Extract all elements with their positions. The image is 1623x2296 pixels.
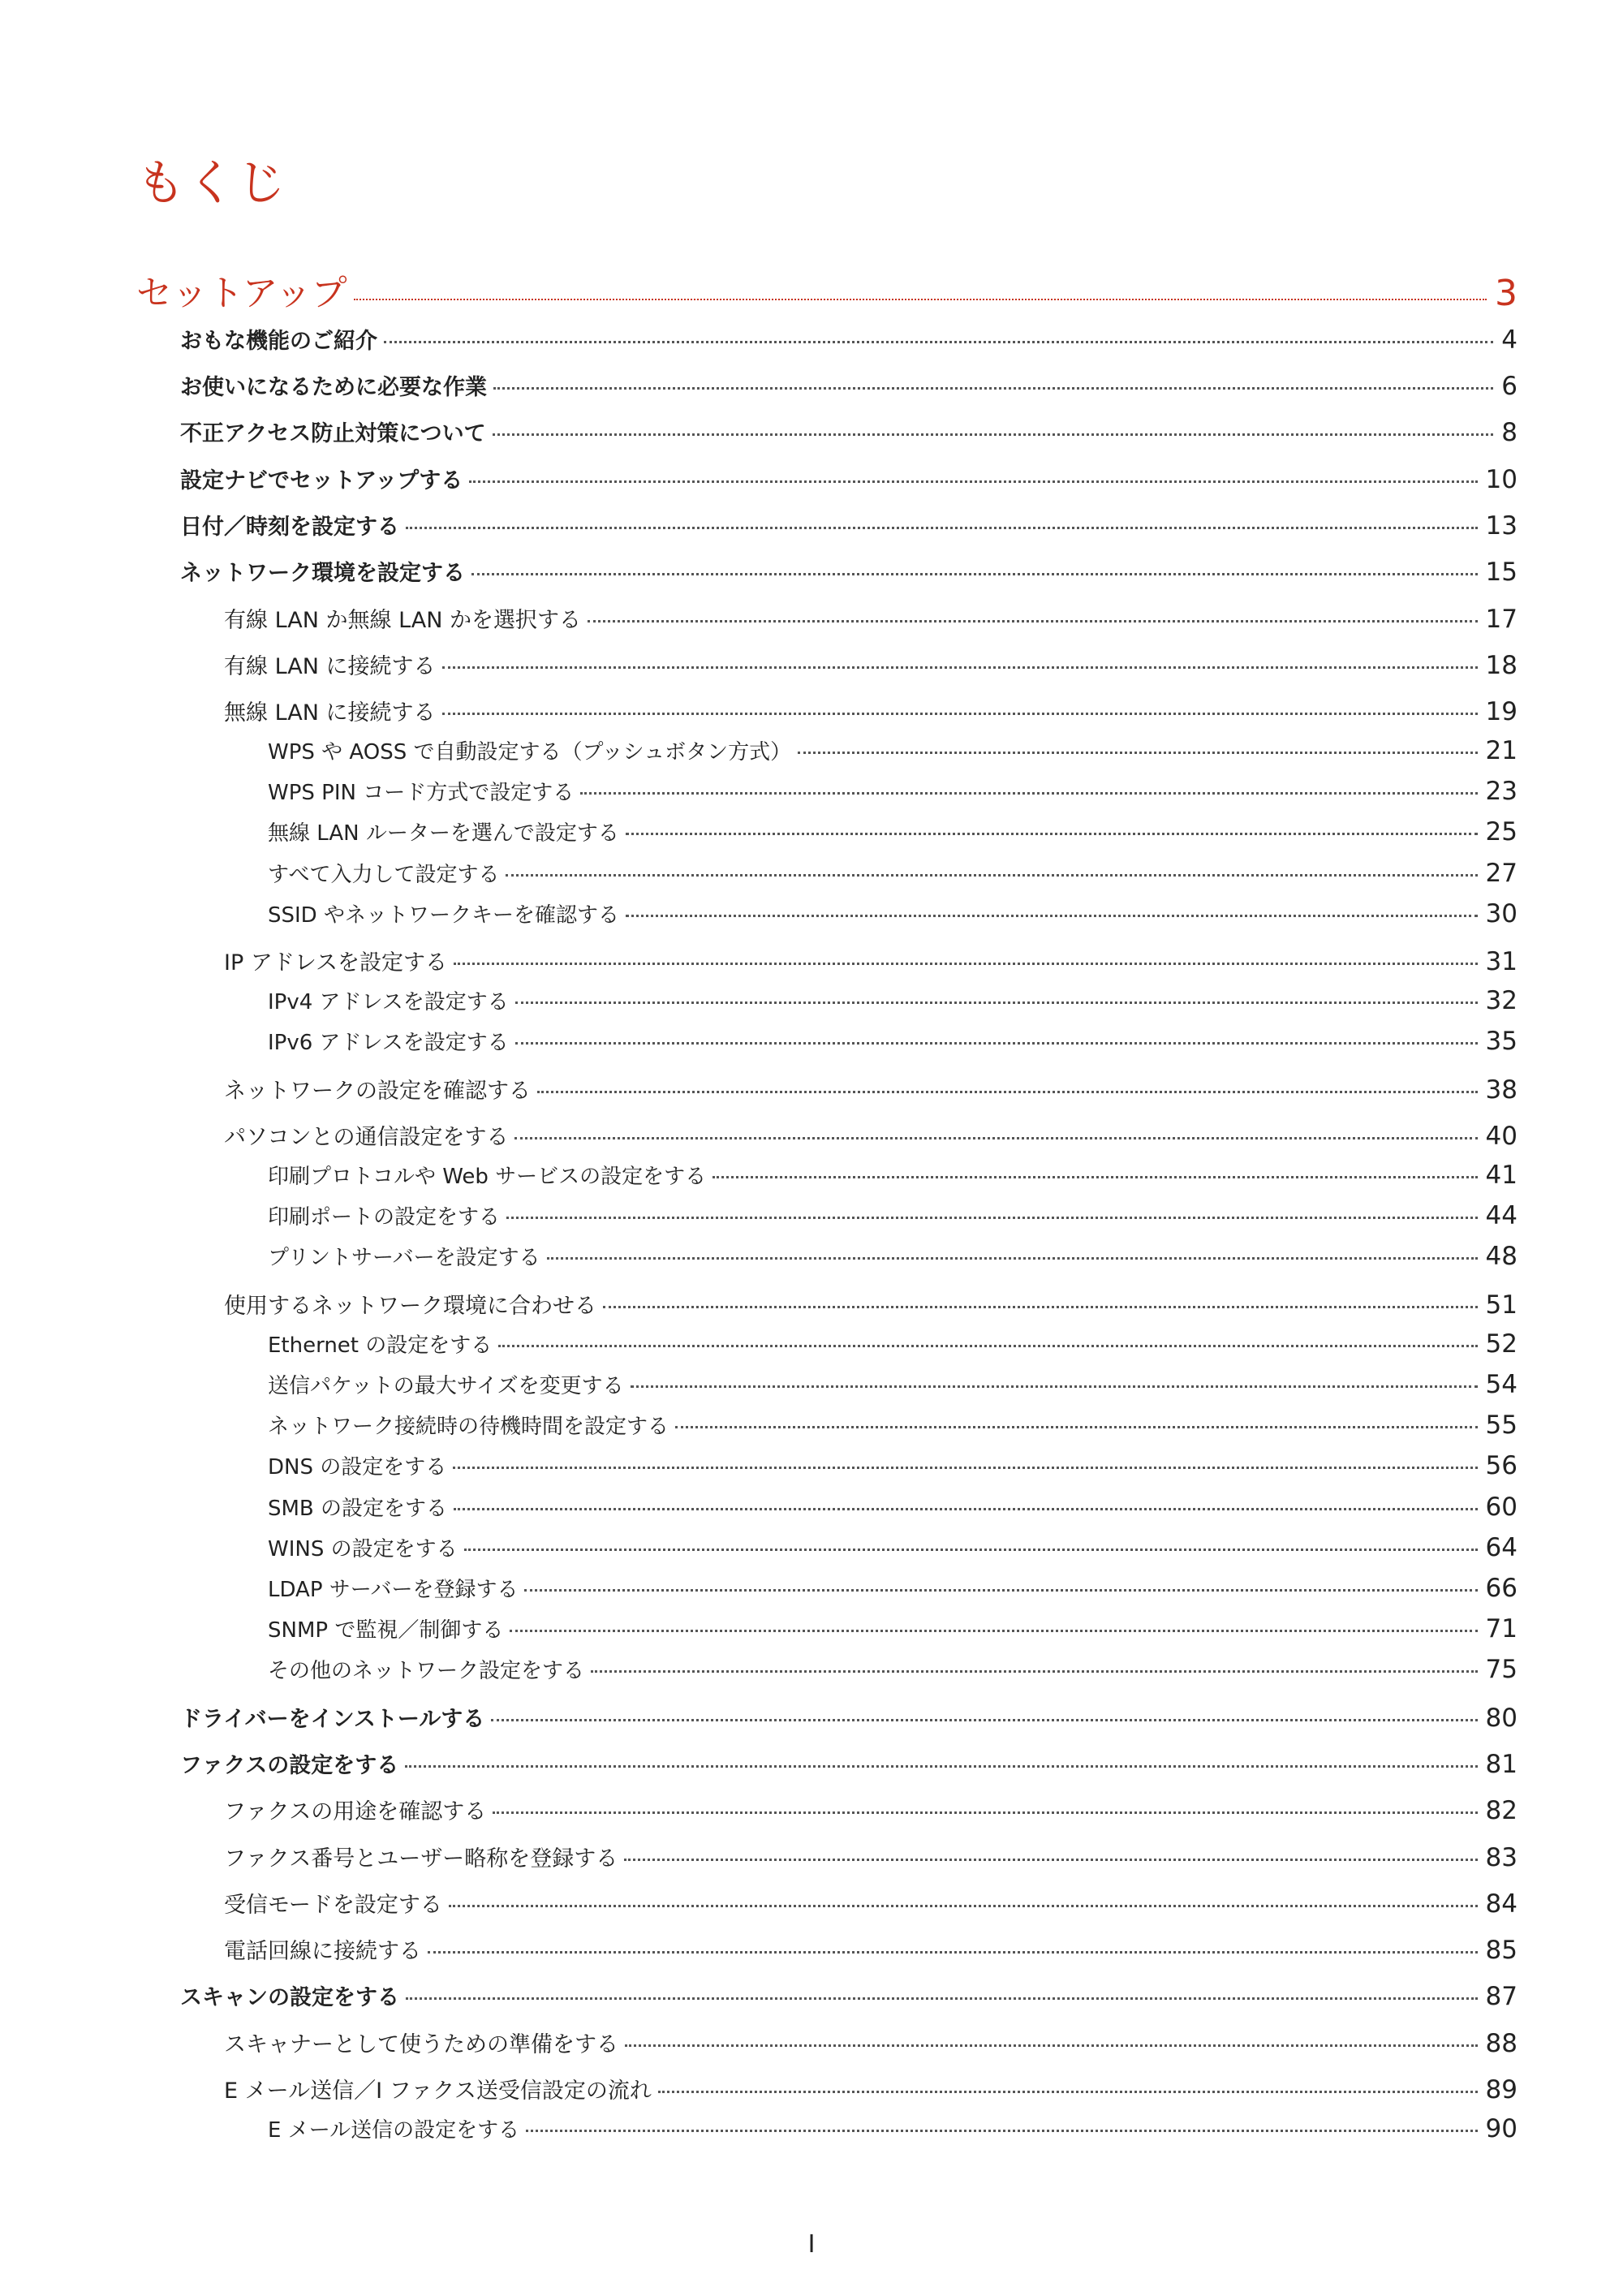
toc-entry-title: E メール送信／I ファクス送受信設定の流れ [224, 2078, 652, 2104]
toc-entry[interactable] [268, 1492, 1518, 1522]
toc-entry-title: 送信パケットの最大サイズを変更する [268, 1374, 624, 1398]
dot-leader [526, 2130, 1477, 2132]
toc-entry-title: Ethernet の設定をする [268, 1333, 493, 1358]
dot-leader [454, 1508, 1478, 1510]
dot-leader [506, 1217, 1478, 1219]
dot-leader [658, 2091, 1478, 2093]
toc-entry-page: 84 [1485, 1889, 1518, 1919]
toc-entry[interactable] [180, 1701, 1518, 1733]
dot-leader [442, 713, 1478, 715]
toc-entry[interactable] [268, 1654, 1518, 1684]
toc-entry[interactable] [268, 1613, 1518, 1643]
dot-leader [493, 1811, 1477, 1814]
toc-entry-title: IPv4 アドレスを設定する [268, 990, 509, 1014]
toc-entry[interactable] [268, 1160, 1518, 1190]
dot-leader [588, 620, 1478, 622]
toc-entry-page: 87 [1485, 1982, 1518, 2011]
dot-leader [624, 1859, 1477, 1861]
dot-leader [406, 1997, 1478, 2000]
toc-entry-title: パソコンとの通信設定をする [224, 1125, 509, 1150]
toc-entry[interactable] [224, 602, 1518, 634]
toc-entry-title: 使用するネットワーク環境に合わせる [224, 1294, 596, 1319]
toc-entry[interactable] [180, 555, 1518, 587]
toc-entry-page: 18 [1485, 651, 1518, 680]
toc-entry-title: 無線 LAN ルーターを選んで設定する [268, 821, 619, 846]
toc-entry-page: 38 [1485, 1075, 1518, 1105]
toc-entry[interactable] [224, 1288, 1518, 1320]
toc-entry-page: 13 [1485, 511, 1518, 541]
toc-entry-title: 設定ナビでセットアップする [180, 468, 463, 493]
toc-entry[interactable] [268, 1532, 1518, 1562]
toc-entry-title: 無線 LAN に接続する [224, 700, 436, 726]
toc-entry-title: ファクス番号とユーザー略称を登録する [224, 1846, 618, 1872]
toc-entry-page: 30 [1485, 899, 1518, 928]
toc-entry[interactable] [180, 369, 1518, 401]
toc-entry-page: 83 [1485, 1843, 1518, 1872]
toc-entry-page: 27 [1485, 859, 1518, 888]
toc-entry-title: WPS や AOSS で自動設定する（プッシュボタン方式） [268, 740, 792, 765]
toc-entry-page: 23 [1485, 777, 1518, 806]
toc-entry-page: 54 [1485, 1370, 1518, 1399]
dot-leader [515, 1002, 1478, 1004]
dot-leader [547, 1257, 1478, 1260]
dot-leader [469, 480, 1477, 483]
page-number: I [807, 2230, 816, 2259]
toc-entry[interactable] [180, 416, 1518, 447]
dot-leader [510, 1630, 1477, 1632]
dot-leader [591, 1670, 1478, 1673]
toc-entry[interactable] [268, 985, 1518, 1015]
page-title: もくじ [136, 155, 287, 212]
toc-entry-page: 75 [1485, 1655, 1518, 1684]
toc-entry-title: LDAP サーバーを登録する [268, 1578, 519, 1602]
dot-leader [454, 963, 1478, 965]
toc-entry[interactable] [224, 1933, 1518, 1965]
toc-entry-page: 21 [1485, 736, 1518, 765]
toc-entry[interactable] [224, 1841, 1518, 1872]
toc-entry-title: E メール送信の設定をする [268, 2118, 520, 2143]
toc-entry-page: 81 [1485, 1750, 1518, 1779]
toc-entry-page: 15 [1485, 558, 1518, 587]
dot-leader [580, 792, 1477, 795]
toc-entry[interactable] [268, 1241, 1518, 1271]
toc-entry-title: WPS PIN コード方式で設定する [268, 781, 575, 805]
dot-leader [406, 527, 1478, 529]
toc-entry-page: 10 [1485, 465, 1518, 494]
dot-leader [498, 1345, 1477, 1347]
dot-leader [354, 299, 1487, 300]
toc-entry-page: 6 [1501, 372, 1518, 401]
toc-entry-title: 印刷プロトコルや Web サービスの設定をする [268, 1165, 707, 1189]
toc-entry[interactable] [268, 1200, 1518, 1230]
dot-leader [625, 2044, 1478, 2047]
toc-entry[interactable] [180, 509, 1518, 541]
toc-entry[interactable] [268, 776, 1518, 806]
dot-leader [603, 1306, 1478, 1308]
toc-entry[interactable] [224, 2073, 1518, 2104]
toc-entry-title: その他のネットワーク設定をする [268, 1659, 585, 1683]
toc-entry-title: セットアップ [136, 273, 347, 314]
toc-entry-page: 31 [1485, 947, 1518, 976]
dot-leader [675, 1426, 1478, 1428]
toc-entry-page: 82 [1485, 1796, 1518, 1825]
toc-entry[interactable] [224, 695, 1518, 726]
toc-entry[interactable] [268, 858, 1518, 888]
toc-entry-page: 19 [1485, 697, 1518, 726]
toc-entry[interactable] [268, 1450, 1518, 1480]
toc-entry-page: 8 [1501, 418, 1518, 447]
toc-entry-page: 40 [1485, 1122, 1518, 1151]
dot-leader [506, 874, 1477, 877]
toc-entry-title: 印刷ポートの設定をする [268, 1205, 501, 1230]
toc-entry-page: 41 [1485, 1161, 1518, 1190]
dot-leader [453, 1467, 1477, 1469]
toc-entry[interactable] [268, 2113, 1518, 2143]
dot-leader [464, 1549, 1478, 1551]
dot-leader [428, 1951, 1478, 1954]
toc-entry-title: ファクスの設定をする [180, 1753, 399, 1778]
toc-entry[interactable] [268, 1573, 1518, 1603]
toc-entry[interactable] [268, 1410, 1518, 1440]
dot-leader [493, 433, 1494, 436]
toc-entry-title: ネットワーク環境を設定する [180, 561, 465, 586]
toc-entry[interactable] [268, 898, 1518, 928]
toc-entry-title: DNS の設定をする [268, 1455, 447, 1480]
toc-entry-page: 17 [1485, 605, 1518, 634]
dot-leader [442, 666, 1478, 669]
toc-entry[interactable] [180, 1747, 1518, 1779]
toc-entry-page: 52 [1485, 1329, 1518, 1359]
toc-entry-title: 有線 LAN か無線 LAN かを選択する [224, 608, 581, 633]
toc-entry-title: 有線 LAN に接続する [224, 654, 436, 679]
toc-entry-title: ファクスの用途を確認する [224, 1799, 487, 1824]
toc-entry[interactable] [180, 323, 1518, 355]
toc-entry[interactable] [224, 1073, 1518, 1105]
toc-entry-title: スキャンの設定をする [180, 1985, 399, 2010]
toc-entry-title: すべて入力して設定する [268, 863, 500, 887]
toc-entry-title: SSID やネットワークキーを確認する [268, 903, 619, 928]
toc-entry-page: 25 [1485, 817, 1518, 846]
toc-entry-title: スキャナーとして使うための準備をする [224, 2032, 618, 2057]
toc-entry[interactable] [268, 1026, 1518, 1056]
dot-leader [471, 573, 1478, 575]
toc-entry-page: 60 [1485, 1493, 1518, 1522]
toc-entry-page: 4 [1501, 325, 1518, 355]
toc-entry-title: ネットワークの設定を確認する [224, 1079, 531, 1104]
toc-entry[interactable] [224, 1794, 1518, 1825]
dot-leader [631, 1385, 1478, 1388]
toc-entry-page: 71 [1485, 1614, 1518, 1643]
toc-entry-page: 51 [1485, 1290, 1518, 1320]
toc-entry-title: IP アドレスを設定する [224, 950, 448, 976]
toc-section[interactable] [136, 264, 1518, 316]
toc-entry-page: 89 [1485, 2075, 1518, 2104]
toc-entry-title: おもな機能のご紹介 [180, 329, 377, 354]
toc-entry[interactable] [180, 1979, 1518, 2011]
dot-leader [493, 387, 1493, 390]
toc-entry[interactable] [180, 463, 1518, 494]
toc-entry-page: 90 [1485, 2114, 1518, 2143]
toc-entry-page: 3 [1495, 273, 1518, 314]
toc-entry[interactable] [268, 735, 1518, 765]
toc-entry[interactable] [224, 1119, 1518, 1151]
toc-entry-title: お使いになるために必要な作業 [180, 375, 487, 400]
dot-leader [626, 833, 1478, 835]
dot-leader [384, 341, 1493, 343]
toc-entry-title: SMB の設定をする [268, 1497, 448, 1521]
toc-entry-page: 85 [1485, 1936, 1518, 1965]
toc-entry-title: 電話回線に接続する [224, 1939, 421, 1964]
toc-entry[interactable] [224, 2027, 1518, 2058]
toc-entry[interactable] [268, 1369, 1518, 1399]
dot-leader [491, 1719, 1477, 1721]
dot-leader [514, 1137, 1477, 1139]
toc-entry-title: WINS の設定をする [268, 1537, 458, 1562]
dot-leader [537, 1091, 1478, 1093]
toc-entry[interactable] [224, 945, 1518, 976]
toc-entry-title: SNMP で監視／制御する [268, 1618, 504, 1643]
toc-entry-page: 44 [1485, 1201, 1518, 1230]
toc-entry-title: 不正アクセス防止対策について [180, 421, 486, 446]
dot-leader [626, 915, 1478, 917]
toc-entry[interactable] [224, 1887, 1518, 1919]
toc-entry-title: IPv6 アドレスを設定する [268, 1031, 509, 1055]
toc-entry-page: 48 [1485, 1242, 1518, 1271]
toc-entry-title: 日付／時刻を設定する [180, 515, 399, 540]
dot-leader [712, 1176, 1477, 1178]
dot-leader [798, 752, 1477, 754]
dot-leader [524, 1589, 1477, 1592]
toc-entry-title: プリントサーバーを設定する [268, 1246, 540, 1270]
toc-entry-page: 64 [1485, 1533, 1518, 1562]
toc-entry-title: ネットワーク接続時の待機時間を設定する [268, 1415, 669, 1439]
toc-entry-title: 受信モードを設定する [224, 1893, 442, 1918]
toc-entry[interactable] [224, 648, 1518, 680]
toc-entry-page: 35 [1485, 1027, 1518, 1056]
toc-entry[interactable] [268, 816, 1518, 846]
toc-entry-page: 56 [1485, 1451, 1518, 1480]
dot-leader [515, 1042, 1478, 1045]
toc-entry-page: 55 [1485, 1411, 1518, 1440]
toc-entry-page: 80 [1485, 1704, 1518, 1733]
toc-entry-page: 66 [1485, 1574, 1518, 1603]
toc-entry[interactable] [268, 1329, 1518, 1359]
toc-entry-page: 88 [1485, 2029, 1518, 2058]
dot-leader [449, 1905, 1478, 1907]
dot-leader [405, 1765, 1477, 1768]
toc-entry-title: ドライバーをインストールする [180, 1707, 485, 1732]
toc-entry-page: 32 [1485, 986, 1518, 1015]
